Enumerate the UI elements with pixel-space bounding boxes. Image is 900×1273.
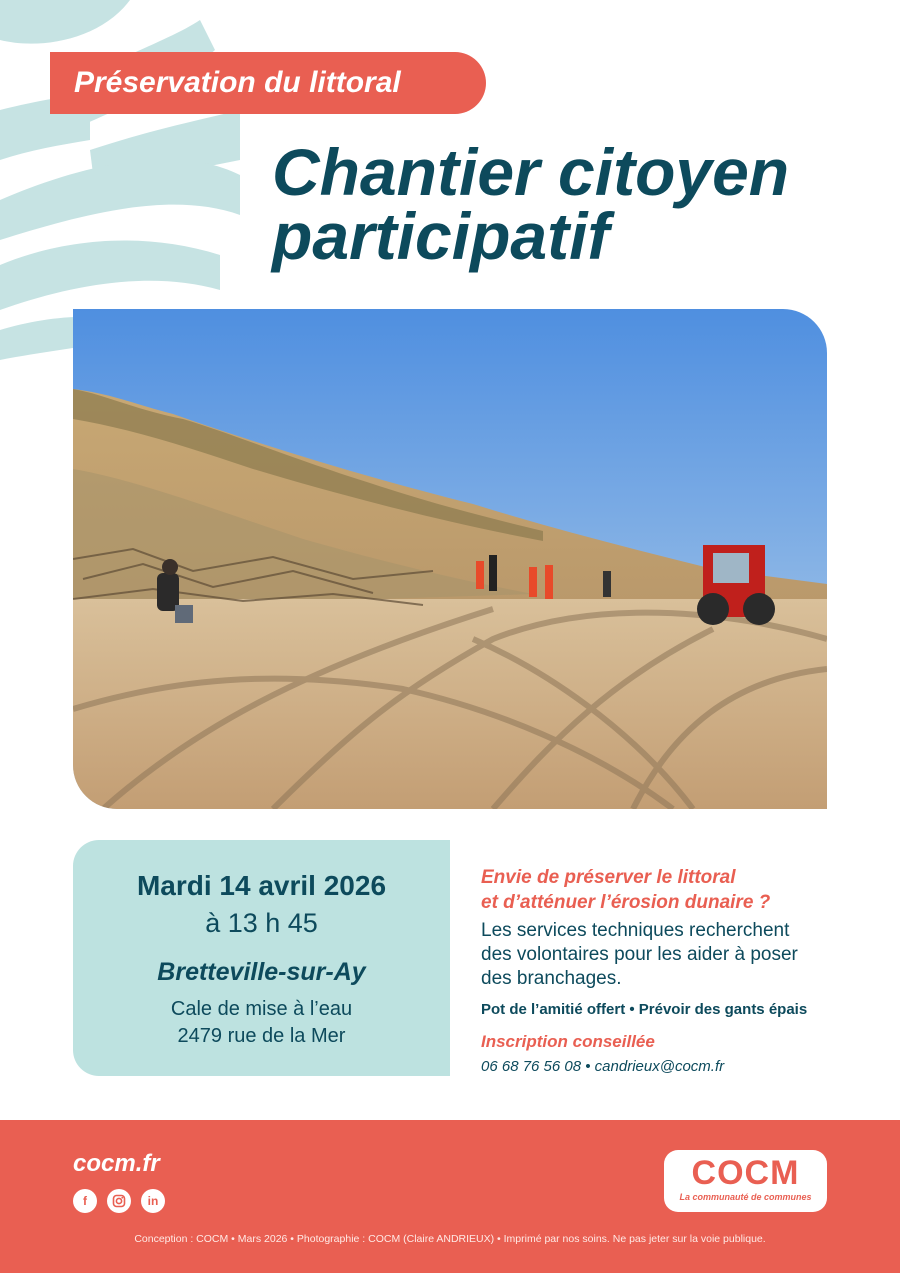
linkedin-icon[interactable]: in	[141, 1189, 165, 1213]
event-address-line-1: Cale de mise à l’eau	[170, 998, 353, 1020]
credits: Conception : COCM • Mars 2026 • Photographie : COCM (Claire ANDRIEUX) • Imprimé par nos soins. Ne pas jeter sur la voie publique.	[134, 1233, 766, 1245]
description	[481, 919, 861, 991]
category-tag	[50, 52, 486, 114]
lead-line-2: et d’atténuer l’érosion dunaire ?	[481, 892, 771, 913]
description-line-3: des branchages.	[481, 968, 622, 989]
event-time: à 13 h 45	[205, 908, 318, 938]
logo-text: COCM	[691, 1154, 800, 1192]
contact-info[interactable]: 06 68 76 56 08 • candrieux@cocm.fr	[481, 1058, 725, 1075]
instagram-icon[interactable]	[107, 1189, 131, 1213]
title-line-2: participatif	[272, 199, 610, 273]
description-line-1: Les services techniques recherchent	[481, 920, 790, 941]
facebook-icon[interactable]: f	[73, 1189, 97, 1213]
event-date: Mardi 14 avril 2026	[136, 870, 387, 901]
logo-subtitle: La communauté de communes	[679, 1192, 812, 1202]
description-line-2: des volontaires pour les aider à poser	[481, 944, 798, 965]
footer	[0, 1120, 900, 1273]
registration-title: Inscription conseillée	[481, 1032, 655, 1051]
event-info-box	[73, 840, 450, 1076]
event-place: Bretteville-sur-Ay	[157, 958, 366, 986]
category-tag-label: Préservation du littoral	[74, 66, 401, 99]
beach-photo	[73, 309, 827, 809]
practical-notes: Pot de l’amitié offert • Prévoir des gants épais	[481, 1001, 808, 1018]
title-line-1: Chantier citoyen	[272, 135, 790, 209]
lead-question	[481, 865, 861, 915]
lead-line-1: Envie de préserver le littoral	[481, 867, 736, 888]
event-details	[481, 865, 861, 1075]
cocm-logo[interactable]	[664, 1150, 827, 1212]
page-title	[272, 135, 872, 273]
event-address-line-2: 2479 rue de la Mer	[177, 1025, 346, 1047]
website-link[interactable]: cocm.fr	[73, 1150, 160, 1177]
